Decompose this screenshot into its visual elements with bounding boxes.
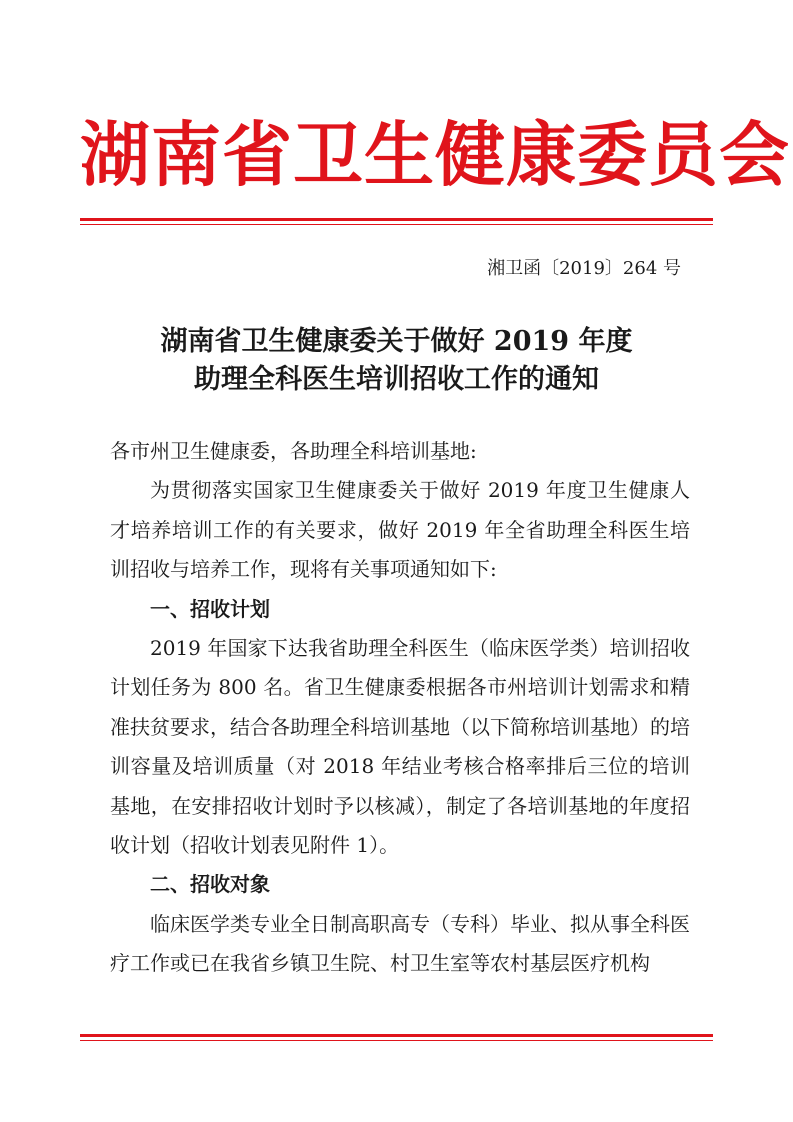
document-title-line-2: 助理全科医生培训招收工作的通知 xyxy=(194,364,599,395)
document-title-line-1: 湖南省卫生健康委关于做好 2019 年度 xyxy=(160,326,633,357)
footer-divider-thin xyxy=(80,1040,713,1041)
section-1-paragraph: 2019 年国家下达我省助理全科医生（临床医学类）培训招收计划任务为 800 名。省卫生健康委根据各市州培训计划需求和精准扶贫要求，结合各助理全科培训基地（以下简称培训基地）的培训容量及培训质量（对 2018 年结业考核合格率排后三位的培训基地，在安排招收计划时予以核减），制定了各培训基地的年度招收计划（招收计划表见附件 1）。 xyxy=(110,636,690,858)
footer-divider-thick xyxy=(80,1034,713,1037)
document-number: 湘卫函〔2019〕264 号 xyxy=(487,258,681,279)
letterhead-divider-thin xyxy=(80,224,713,225)
salutation: 各市州卫生健康委，各助理全科培训基地: xyxy=(110,439,477,463)
agency-letterhead: 湖南省卫生健康委员会 xyxy=(80,114,790,196)
letterhead-divider-thick xyxy=(80,218,713,221)
intro-paragraph: 为贯彻落实国家卫生健康委关于做好 2019 年度卫生健康人才培养培训工作的有关要求，做好 2019 年全省助理全科医生培训招收与培养工作，现将有关事项通知如下: xyxy=(110,478,690,582)
section-1-heading: 一、招收计划 xyxy=(150,596,270,621)
document-body xyxy=(110,432,690,984)
section-2-paragraph: 临床医学类专业全日制高职高专（专科）毕业、拟从事全科医疗工作或已在我省乡镇卫生院、村卫生室等农村基层医疗机构 xyxy=(110,911,690,976)
section-2-heading: 二、招收对象 xyxy=(150,872,270,897)
